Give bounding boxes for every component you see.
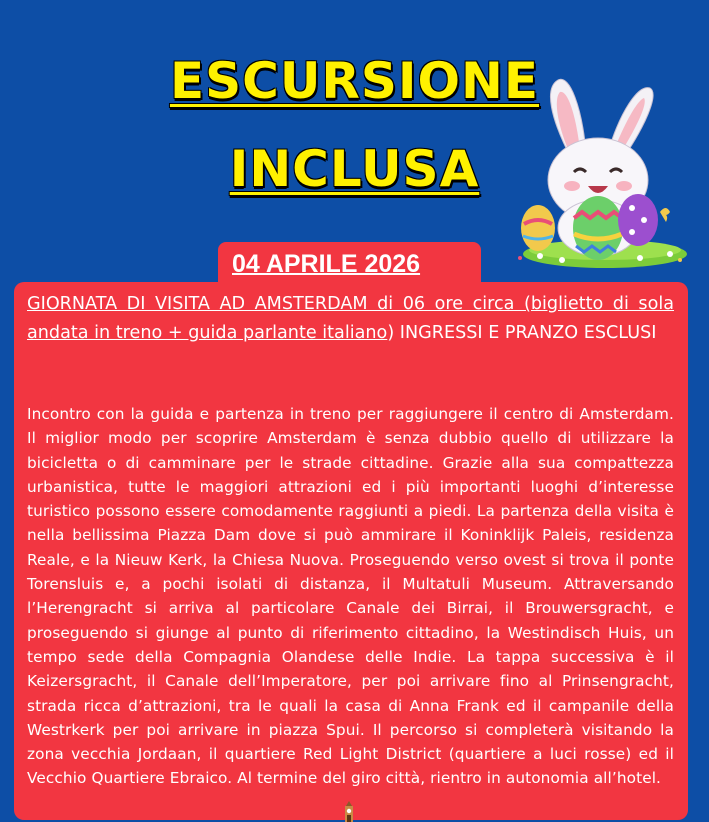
title-inclusa: INCLUSA	[229, 140, 480, 198]
excursion-summary	[27, 290, 674, 348]
tower-icon	[338, 800, 360, 822]
easter-bunny-icon	[510, 68, 690, 276]
excursion-summary-underlined: GIORNATA DI VISITA AD AMSTERDAM di 06 ore circa (biglietto di sola andata in treno + guida parlante italiano	[27, 294, 674, 343]
date-tab	[218, 242, 481, 286]
event-date: 04 APRILE 2026	[232, 250, 421, 278]
excursion-summary-rest: ) INGRESSI E PRANZO ESCLUSI	[387, 323, 657, 343]
excursion-description: Incontro con la guida e partenza in treno per raggiungere il centro di Amsterdam. Il miglior modo per scoprire Amsterdam è senza dubbio quello di utilizzare la bicicletta o di camminare per le strade cittadine. Grazie alla sua compattezza urbanistica, tutte le maggiori attrazioni ed i più importanti luoghi d’interesse turistico possono essere comodamente raggiunti a piedi. La partenza della visita è nella bellissima Piazza Dam dove si può ammirare il Koninklijk Paleis, residenza Reale, e la Nieuw Kerk, la Chiesa Nuova. Proseguendo verso ovest si trova il ponte Torensluis e, a pochi isolati di distanza, il Multatuli Museum. Attraversando l’Herengracht si arriva al particolare Canale dei Birrai, il Brouwersgracht, e proseguendo si giunge al punto di riferimento cittadino, la Westindisch Huis, un tempo sede della Compagnia Olandese delle Indie. La tappa successiva è il Keizersgracht, il Canale dell’Imperatore, per poi arrivare fino al Prinsengracht, strada ricca d’attrazioni, tra le quali la casa di Anna Frank ed il campanile della Westrkerk per poi arrivare in piazza Spui. Il percorso si completerà visitando la zona vecchia Jordaan, il quartiere Red Light District (quartiere a luci rosse) ed il Vecchio Quartiere Ebraico. Al termine del giro città, rientro in autonomia all’hotel.	[27, 405, 674, 788]
title-escursione: ESCURSIONE	[169, 52, 540, 110]
